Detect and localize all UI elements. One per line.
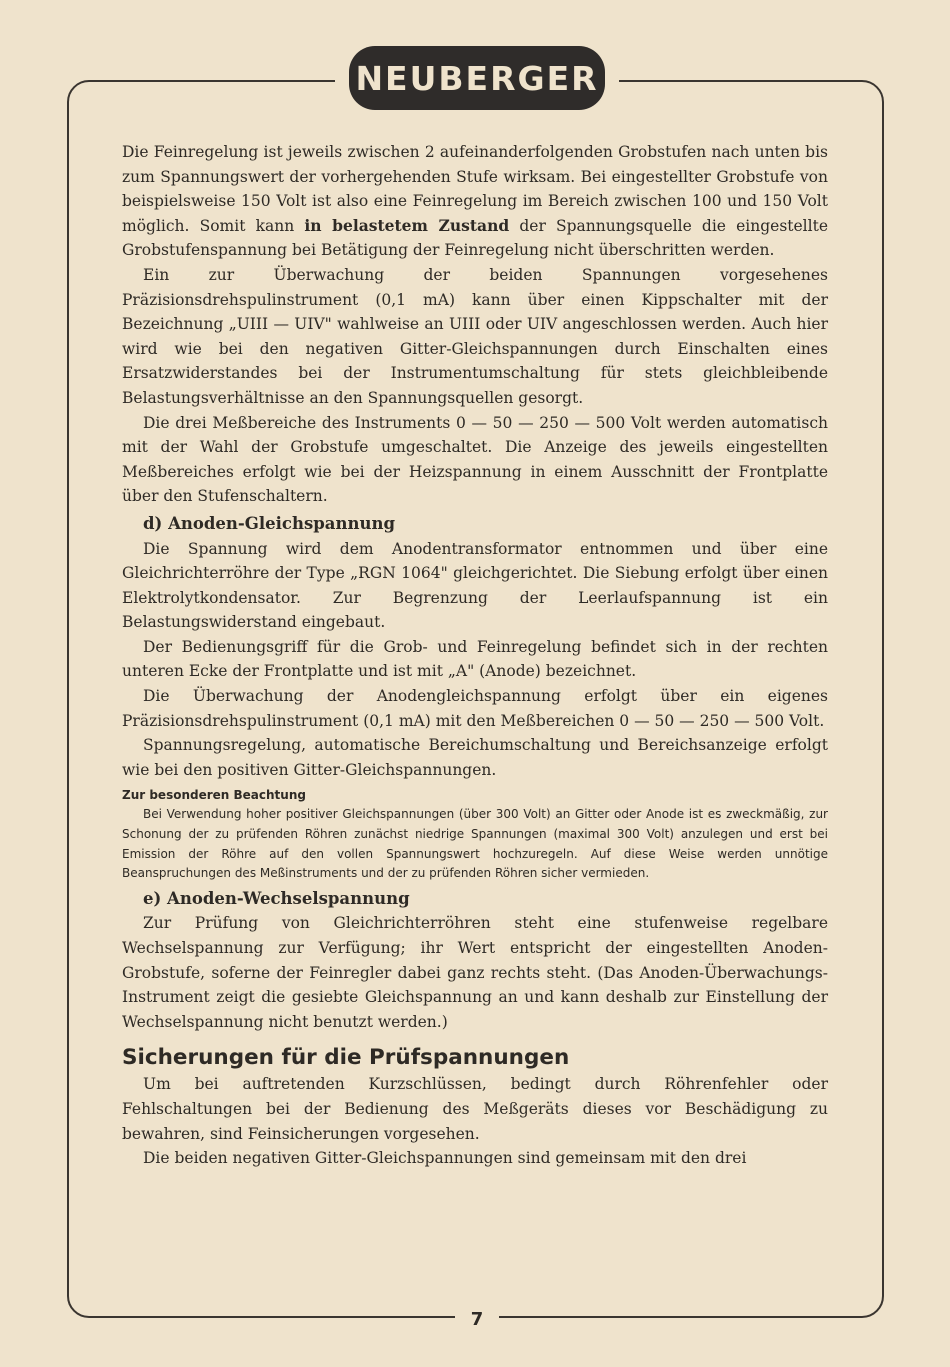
paragraph-fuses: Um bei auftretenden Kurzschlüssen, bedingt durch Röhrenfehler oder Fehlschaltungen bei der Bedienung des Meßgeräts dieses vor Beschädigung zu bewahren, sind Feinsicherungen vorgesehen.	[122, 1075, 828, 1143]
emphasis-loaded-state: in belastetem Zustand	[304, 215, 510, 235]
note-heading: Zur besonderen Beachtung	[122, 788, 306, 803]
paragraph-anode-ac: Zur Prüfung von Gleichrichterröhren steht eine stufenweise regelbare Wechselspannung zur Verfügung; ihr Wert entspricht der eingestellten Anoden-Grobstufe, soferne der Feinregler dabei ganz rechts steht. (Das Anoden-Überwachungs-Instrument zeigt die gesiebte Gleichspannung an und kann deshalb zur Einstellung der Wechselspannung nicht benutzt werden.)	[122, 914, 828, 1031]
section-heading-fuses: Sicherungen für die Prüfspannungen	[122, 1045, 570, 1071]
paragraph-grid-voltages: Die beiden negativen Gitter-Gleichspannungen sind gemeinsam mit den drei	[143, 1149, 747, 1168]
heading-anode-ac: e) Anoden-Wechselspannung	[143, 888, 410, 908]
paragraph-instrument: Ein zur Überwachung der beiden Spannungen vorgesehenes Präzisionsdrehspulinstrument (0,1 mA) kann über einen Kippschalter mit der Bezeichnung „UIII — UIV" wahlweise an UIII oder UIV angeschlossen werden. Auch hier wird wie bei den negativen Gitter-Gleichspannungen durch Einschalten eines Ersatzwiderstandes bei der Instrumentumschaltung für stets gleichbleibende Belastungsverhältnisse an den Spannungsquellen gesorgt.	[122, 265, 828, 407]
neuberger-logo: NEUBERGER	[349, 46, 605, 110]
note-text: Bei Verwendung hoher positiver Gleichspannungen (über 300 Volt) an Gitter oder Anode ist es zweckmäßig, zur Schonung der zu prüfenden Röhren zunächst niedrige Spannungen (maximal 300 Volt) anzulegen und erst bei Emission der Röhre auf den vollen Spannungswert hochzuregeln. Auf diese Weise werden unnötige Beanspruchungen des Meßinstruments und der zu prüfenden Röhren sicher vermieden.	[122, 807, 828, 881]
page-content	[122, 140, 828, 1171]
paragraph-anode-monitoring: Die Überwachung der Anodengleichspannung erfolgt über ein eigenes Präzisionsdrehspulinstrument (0,1 mA) mit den Meßbereichen 0 — 50 — 250 — 500 Volt.	[122, 687, 828, 730]
paragraph-anode-source: Die Spannung wird dem Anodentransformator entnommen und über eine Gleichrichterröhre der Type „RGN 1064" gleichgerichtet. Die Siebung erfolgt über einen Elektrolytkondensator. Zur Begrenzung der Leerlaufspannung ist ein Belastungswiderstand eingebaut.	[122, 539, 828, 632]
page-number: 7	[455, 1305, 499, 1335]
paragraph-ranges: Die drei Meßbereiche des Instruments 0 — 50 — 250 — 500 Volt werden automatisch mit der Wahl der Grobstufe umgeschaltet. Die Anzeige des jeweils eingestellten Meßbereiches erfolgt wie bei der Heizspannung in einem Ausschnitt der Frontplatte über den Stufenschaltern.	[122, 413, 828, 506]
paragraph-anode-regulation: Spannungsregelung, automatische Bereichumschaltung und Bereichsanzeige erfolgt wie bei den positiven Gitter-Gleichspannungen.	[122, 736, 828, 779]
paragraph-fine-regulation: Die Feinregelung ist jeweils zwischen 2 aufeinanderfolgenden Grobstufen nach unten bis zum Spannungswert der vorhergehenden Stufe wirksam. Bei eingestellter Grobstufe von beispielsweise 150 Volt ist also eine Feinregelung im Bereich zwischen 100 und 150 Volt möglich. Somit kann in belastetem Zustand der Spannungsquelle die eingestellte Grobstufenspannung bei Betätigung der Feinregelung nicht überschritten werden.	[122, 143, 828, 260]
paragraph-anode-control: Der Bedienungsgriff für die Grob- und Feinregelung befindet sich in der rechten unteren Ecke der Frontplatte und ist mit „A" (Anode) bezeichnet.	[122, 637, 828, 681]
heading-anode-dc: d) Anoden-Gleichspannung	[143, 513, 395, 533]
